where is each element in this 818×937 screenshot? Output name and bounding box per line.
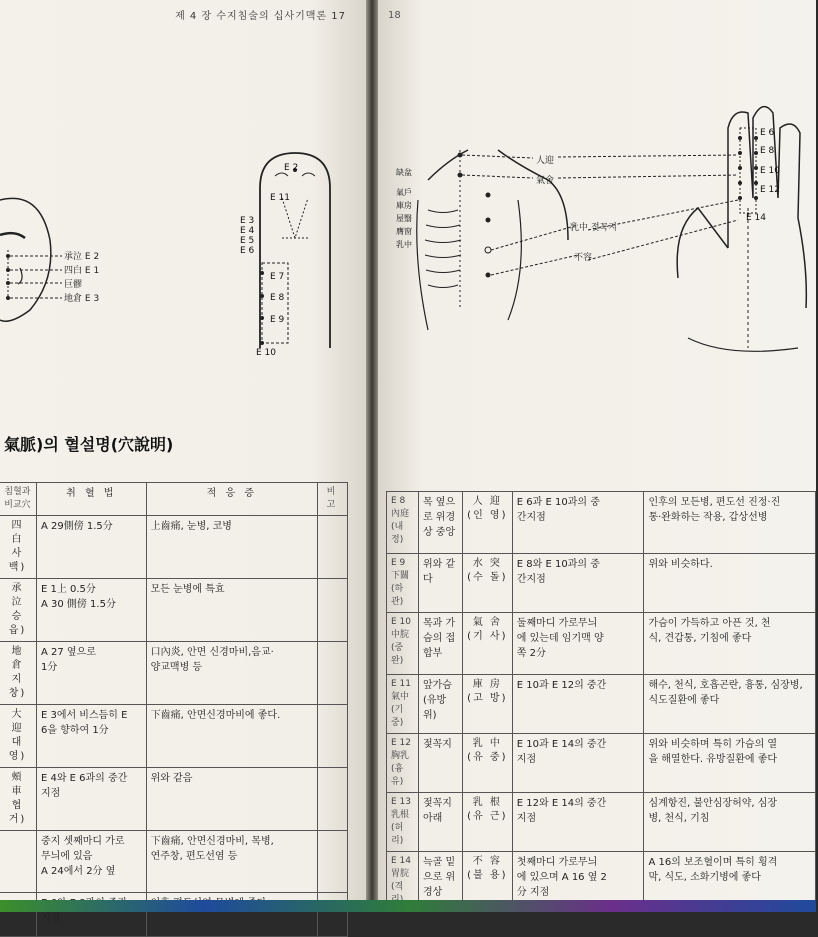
row-code: E 11 氣中 (기중) xyxy=(387,675,419,734)
right-page xyxy=(378,0,816,900)
row-method: E 3에서 비스듬히 E 6을 향하여 1分 xyxy=(36,705,146,768)
row-point: 承 泣 승 읍) xyxy=(0,579,36,642)
row-indication: 口內炎, 안면 신경마비,음교· 양교맥병 등 xyxy=(146,642,317,705)
row-code: E 10 中脘 (중완) xyxy=(387,613,419,675)
row-name: 人 迎 (인 영) xyxy=(462,492,512,554)
row-code: E 13 乳根 (허리) xyxy=(387,793,419,852)
table-row xyxy=(387,613,816,675)
finger-label-e8: E 8 xyxy=(270,293,285,303)
callout-ruzhong: 乳中 젖꼭지 xyxy=(570,223,617,233)
finger-label-e9: E 9 xyxy=(270,315,285,325)
body-label-6: 乳中 xyxy=(396,240,412,249)
row-remarks xyxy=(318,642,348,705)
table-row xyxy=(387,793,816,852)
row-method: E 6과 E 10과의 중 간지점 xyxy=(512,492,644,554)
hand-label-e12: E 12 xyxy=(760,185,780,195)
row-code: E 14 胃脘 (격 xyxy=(387,852,419,911)
row-name: 水 突 (수 돌) xyxy=(462,554,512,613)
row-name: 乳 根 (유 근) xyxy=(462,793,512,852)
row-method: 둘째마디 가로무늬 에 있는데 임기맥 양 쪽 2分 xyxy=(512,613,644,675)
finger-label-e7: E 7 xyxy=(270,272,285,282)
body-label-4: 屋翳 xyxy=(396,214,412,223)
hand-label-e14: E 14 xyxy=(746,213,766,223)
header-indication: 적 응 증 xyxy=(146,483,317,516)
row-point: 大 迎 대 영) xyxy=(0,705,36,768)
book-gutter xyxy=(366,0,378,900)
row-point: 頰 車 협 거) xyxy=(0,768,36,831)
table-row xyxy=(0,516,348,579)
finger-label-e3: E 3 xyxy=(240,216,255,226)
row-method: A 29側傍 1.5分 xyxy=(36,516,146,579)
hand-label-e8: E 8 xyxy=(760,146,775,156)
section-title: 氣脈)의 혈설명(穴說明) xyxy=(4,435,174,454)
callout-renying: 人迎 xyxy=(536,156,555,166)
header-remarks: 비 고 xyxy=(318,483,348,516)
row-code: E 12 胸乳 (흉유) xyxy=(387,734,419,793)
table-row xyxy=(0,768,348,831)
table-header-row xyxy=(0,483,348,516)
row-indication: A 16의 보조혈이며 특히 횡격 막, 식도, 소화기병에 좋다 xyxy=(644,852,816,911)
callout-qishe: 氣舍 xyxy=(536,176,555,186)
row-point: 四 白 사 백) xyxy=(0,516,36,579)
row-location: 위와 같다 xyxy=(418,554,462,613)
row-indication: 下齒痛, 안면신경마비에 좋다. xyxy=(146,705,317,768)
left-page xyxy=(0,0,366,924)
finger-label-e6: E 6 xyxy=(240,246,255,256)
header-point: 침혈과 비교穴 xyxy=(0,483,36,516)
table-row xyxy=(0,579,348,642)
row-indication: 인후의 모든병, 편도선 진정·진 통·완화하는 작용, 갑상선병 xyxy=(644,492,816,554)
row-name: 乳 中 (유 중) xyxy=(462,734,512,793)
row-code: E 9 下關 (하관) xyxy=(387,554,419,613)
table-row xyxy=(387,675,816,734)
connector-lines xyxy=(558,120,818,280)
callout-burong: 不容 xyxy=(574,253,593,263)
row-indication: 심계항진, 불안심장허약, 심장 병, 천식, 기침 xyxy=(644,793,816,852)
row-indication: 上齒痛, 눈병, 코병 xyxy=(146,516,317,579)
row-remarks xyxy=(318,705,348,768)
row-remarks xyxy=(318,516,348,579)
face-label-e2: 承泣 E 2 xyxy=(64,252,100,262)
row-method: E 8와 E 10과의 중 간지점 xyxy=(512,554,644,613)
body-label-3: 庫房 xyxy=(396,201,412,210)
row-location: 목 옆으 로 위경 상 중앙 xyxy=(418,492,462,554)
row-location: 젖꼭지 아래 xyxy=(418,793,462,852)
row-code: E 8 內庭 (내정) xyxy=(387,492,419,554)
table-row xyxy=(387,554,816,613)
row-name: 不 容 (불 용) xyxy=(462,852,512,911)
hand-label-e10: E 10 xyxy=(760,166,780,176)
row-remarks xyxy=(318,831,348,893)
face-diagram xyxy=(0,180,120,330)
row-method: E 10과 E 14의 중간 지점 xyxy=(512,734,644,793)
row-indication: 下齒痛, 안면신경마비, 목병, 연주창, 편도선염 등 xyxy=(146,831,317,893)
row-method: A 27 옆으로 1分 xyxy=(36,642,146,705)
row-indication: 모든 눈병에 특효 xyxy=(146,579,317,642)
row-method: E 4와 E 6과의 중간 지점 xyxy=(36,768,146,831)
row-point: 地 倉 지 창) xyxy=(0,642,36,705)
row-method: E 10과 E 12의 중간 xyxy=(512,675,644,734)
scan-edge-strip xyxy=(0,900,816,912)
row-name: 氣 舍 (기 사) xyxy=(462,613,512,675)
row-indication: 위와 같음 xyxy=(146,768,317,831)
row-method: E 12와 E 14의 중간 지점 xyxy=(512,793,644,852)
finger-label-e10: E 10 xyxy=(256,348,276,358)
left-acupoint-table xyxy=(0,482,348,937)
body-label-2: 氣戶 xyxy=(396,188,412,197)
body-label-1: 缺盆 xyxy=(396,168,412,177)
right-acupoint-table xyxy=(386,491,816,911)
header-method: 취 혈 법 xyxy=(36,483,146,516)
row-indication: 위와 비슷하며 특히 가슴의 열 을 해열한다. 유방질환에 좋다 xyxy=(644,734,816,793)
face-label-e3: 地倉 E 3 xyxy=(64,294,100,304)
hand-label-e6: E 6 xyxy=(760,128,775,138)
row-location: 앞가슴 (유방 위) xyxy=(418,675,462,734)
face-label-juryo: 巨髎 xyxy=(64,280,83,290)
row-location: 목과 가 슴의 접 합부 xyxy=(418,613,462,675)
row-location: 젖꼭지 xyxy=(418,734,462,793)
row-indication: 가슴이 가득하고 아픈 것, 천 식, 견갑통, 기침에 좋다 xyxy=(644,613,816,675)
finger-diagram xyxy=(240,148,350,358)
face-labels xyxy=(64,250,99,306)
row-remarks xyxy=(318,768,348,831)
page-number: 18 xyxy=(388,10,401,21)
running-header: 제 4 장 수지침술의 십사기맥론 17 xyxy=(175,11,346,22)
row-method: 첫째마디 가로무늬 에 있으며 A 16 옆 2 分 지점 xyxy=(512,852,644,911)
row-method: E 1上 0.5分 A 30 側傍 1.5分 xyxy=(36,579,146,642)
table-row xyxy=(0,642,348,705)
face-label-e1: 四白 E 1 xyxy=(64,266,100,276)
row-method: 지점 xyxy=(36,893,146,937)
table-row xyxy=(387,492,816,554)
row-indication: 위와 비슷하다. xyxy=(644,554,816,613)
table-row xyxy=(0,705,348,768)
body-label-5: 膺窗 xyxy=(396,227,412,236)
finger-label-e11: E 11 xyxy=(270,193,290,203)
table-row xyxy=(0,831,348,893)
row-point xyxy=(0,831,36,893)
finger-label-e4: E 4 xyxy=(240,226,255,236)
row-remarks xyxy=(318,579,348,642)
row-method: 중지 셋째마디 가로 무늬에 있음 A 24에서 2分 옆 xyxy=(36,831,146,893)
finger-label-e2: E 2 xyxy=(284,163,299,173)
row-name: 庫 房 (고 방) xyxy=(462,675,512,734)
row-indication: 해수, 천식, 호흡곤란, 흉통, 심장병, 식도질환에 좋다 xyxy=(644,675,816,734)
table-row xyxy=(387,734,816,793)
finger-label-e5: E 5 xyxy=(240,236,255,246)
row-location: 늑골 밑 으로 위 경상 xyxy=(418,852,462,911)
